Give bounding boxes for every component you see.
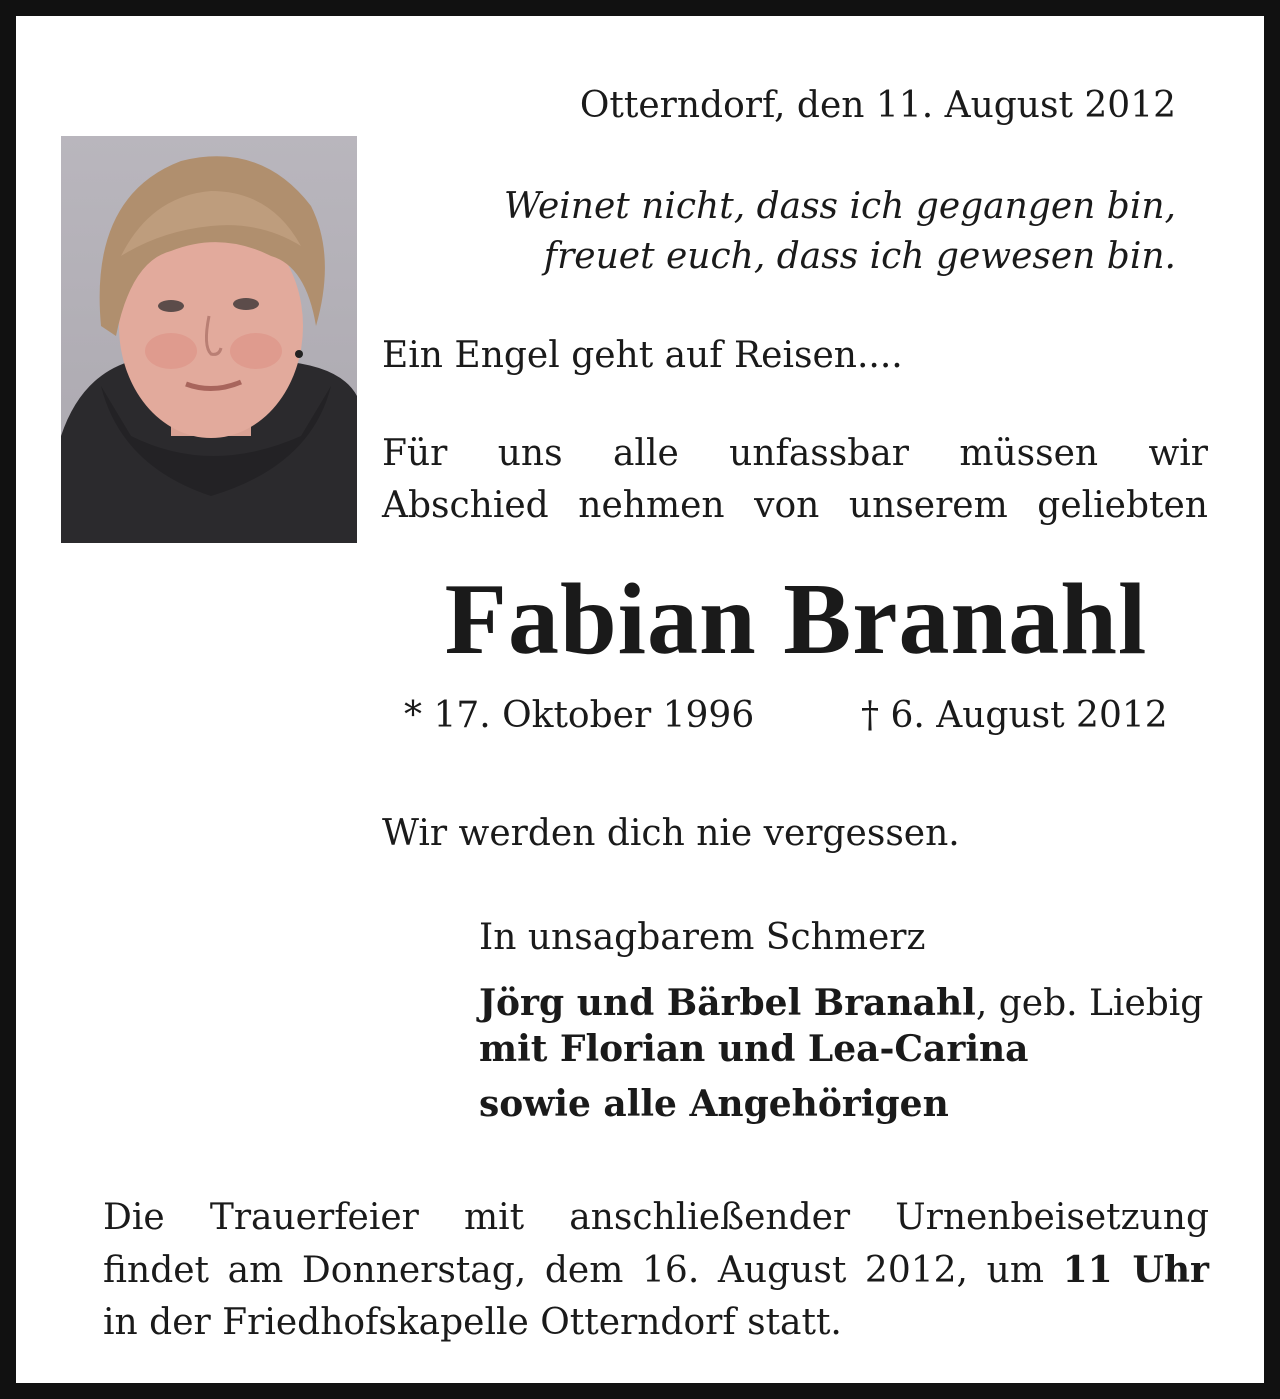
- memorial-quote: [504, 182, 1176, 282]
- service-line-2: [103, 1244, 1209, 1297]
- service-time: 11 Uhr: [1062, 1249, 1209, 1291]
- service-line-1: Die Trauerfeier mit anschließender Urnenbeisetzung: [103, 1197, 1209, 1238]
- service-line-3: in der Friedhofskapelle Otterndorf statt.: [103, 1302, 842, 1343]
- mourners-intro: In unsagbarem Schmerz: [479, 917, 926, 958]
- deceased-name: Fabian Branahl: [444, 563, 1148, 676]
- parents-suffix: , geb. Liebig: [975, 983, 1204, 1024]
- quote-line-2: freuet euch, dass ich gewesen bin.: [543, 236, 1176, 277]
- announcement-line-2: Abschied nehmen von unserem geliebten: [382, 485, 1208, 526]
- parents-names: Jörg und Bärbel Branahl: [479, 982, 976, 1024]
- service-announcement: [103, 1192, 1209, 1349]
- service-line-2-text: findet am Donnerstag, dem 16. August 2012, um: [103, 1250, 1063, 1291]
- mourners-relatives: sowie alle Angehörigen: [479, 1083, 949, 1125]
- farewell-text: Wir werden dich nie vergessen.: [382, 813, 960, 854]
- portrait-illustration: [61, 136, 357, 543]
- announcement-line-1: Für uns alle unfassbar müssen wir: [382, 433, 1208, 474]
- birth-date: * 17. Oktober 1996: [404, 695, 755, 736]
- portrait-photo: [61, 136, 357, 543]
- place-date: Otterndorf, den 11. August 2012: [579, 85, 1176, 126]
- quote-line-1: Weinet nicht, dass ich gegangen bin,: [503, 186, 1176, 227]
- announcement-text: [382, 428, 1208, 532]
- mourners-siblings: mit Florian und Lea-Carina: [479, 1028, 1029, 1070]
- death-date: † 6. August 2012: [861, 695, 1168, 736]
- mourners-parents: [479, 980, 1209, 1027]
- intro-text: Ein Engel geht auf Reisen....: [382, 335, 903, 376]
